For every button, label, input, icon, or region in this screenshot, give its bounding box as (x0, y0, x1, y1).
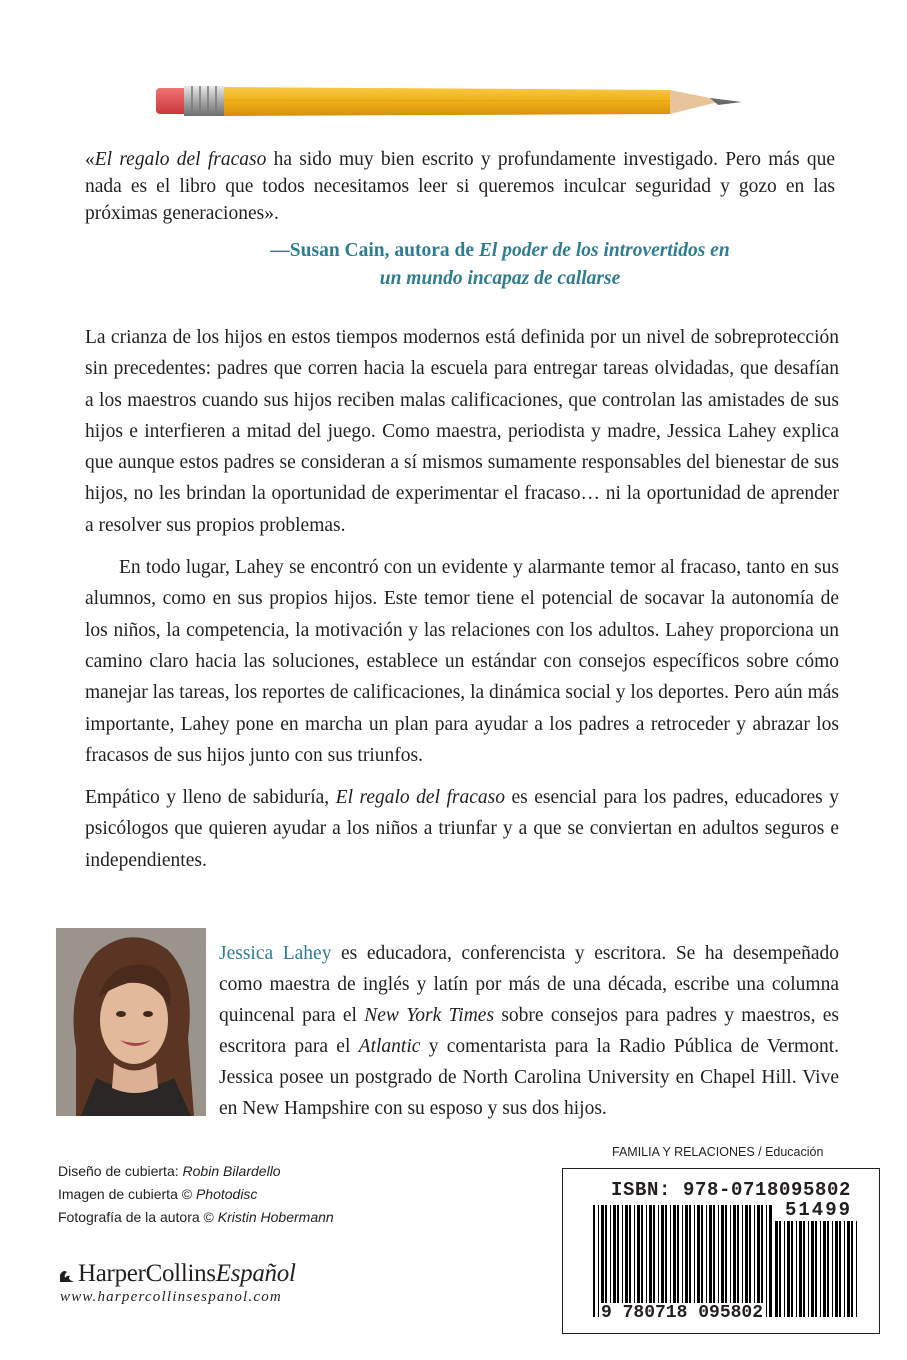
barcode-bar (733, 1205, 736, 1317)
barcode-bar (673, 1205, 676, 1317)
ean-digits: 9 780718 095802 (601, 1303, 764, 1323)
barcode-bar (637, 1205, 640, 1317)
barcode-bar (856, 1221, 857, 1317)
barcode-bar (742, 1205, 743, 1317)
author-photo (56, 928, 206, 1116)
barcode-bar (779, 1221, 781, 1317)
p3-book-title: El regalo del fracaso (335, 787, 505, 809)
author-name: Jessica Lahey (219, 943, 332, 964)
p3-after: es esencial para los padres, educadores y psicólogos que quieren ayudar a los niños a triunfar y a que se conviertan en adultos seguros e independientes. (85, 787, 839, 871)
image-label: Imagen de cubierta © (58, 1186, 196, 1202)
description-paragraph-2: En todo lugar, Lahey se encontró con un evidente y alarmante temor al fracaso, tanto en sus alumnos, como en sus propios hijos. Este temor tiene el potencial de socavar la autonomía de los niños, la competencia, la motivación y las relaciones con los adultos. Lahey proporciona un camino claro hacia las soluciones, establece un estándar con consejos específicos sobre cómo manejar las tareas, los reportes de calificaciones, la dinámica social y los deportes. Pero aún más importante, Lahey pone en marcha un plan para ayudar a los padres a retroceder y abrazar los fracasos de sus hijos junto con sus triunfos. (85, 557, 839, 766)
attribution-book-line2: un mundo incapaz de callarse (379, 268, 621, 289)
barcode-bar (689, 1205, 691, 1317)
barcode-bar (808, 1221, 809, 1317)
barcode-bar (749, 1205, 751, 1317)
publisher-name-italic: Español (215, 1260, 296, 1287)
barcode-bar (839, 1221, 841, 1317)
barcode-bar (629, 1205, 631, 1317)
barcode-bar (622, 1205, 623, 1317)
barcode-bar (713, 1205, 715, 1317)
barcode-bar (823, 1221, 826, 1317)
photo-credit (58, 1206, 334, 1229)
barcode-bar (851, 1221, 853, 1317)
book-category: FAMILIA Y RELACIONES / Educación (612, 1145, 824, 1159)
ean-barcode (593, 1205, 773, 1317)
barcode-bar (677, 1205, 679, 1317)
barcode-bar (613, 1205, 616, 1317)
barcode-bar (658, 1205, 659, 1317)
barcode-bar (593, 1205, 595, 1317)
quote-attribution (180, 237, 820, 293)
barcode-bar (649, 1205, 652, 1317)
barcode-bar (697, 1205, 700, 1317)
barcode-bar (737, 1205, 739, 1317)
barcode-bar (670, 1205, 671, 1317)
addon-barcode (775, 1221, 857, 1317)
author-bio (219, 938, 839, 1124)
barcode-bar (784, 1221, 785, 1317)
review-quote (85, 146, 835, 227)
p3-before: Empático y lleno de sabiduría, (85, 787, 336, 809)
bio-text-3: y comentarista para la Radio Pública de Vermont. Jessica posee un postgrado de North Carolina University en Chapel Hill. Vive en New Hampshire con su esposo y sus dos hijos. (219, 1036, 839, 1119)
barcode-bar (787, 1221, 790, 1317)
barcode-bar (653, 1205, 655, 1317)
description-paragraph-3 (85, 782, 839, 876)
barcode-bar (665, 1205, 667, 1317)
photo-label: Fotografía de la autora © (58, 1209, 218, 1225)
publisher-name: HarperCollins (78, 1260, 216, 1287)
barcode-bar (721, 1205, 724, 1317)
design-credit (58, 1160, 334, 1183)
barcode-bar (730, 1205, 731, 1317)
barcode-bar (847, 1221, 850, 1317)
barcode-bar (601, 1205, 604, 1317)
attribution-book-line1: El poder de los introvertidos en (478, 240, 730, 261)
book-description (85, 322, 839, 887)
design-label: Diseño de cubierta: (58, 1163, 183, 1179)
barcode-bar (641, 1205, 643, 1317)
barcode-bar (844, 1221, 845, 1317)
barcode-bar (820, 1221, 821, 1317)
publisher-website: www.harpercollinsespanol.com (60, 1289, 282, 1305)
isbn-label: ISBN: 978-0718095802 (611, 1179, 852, 1201)
barcode-bar (685, 1205, 688, 1317)
barcode-bar (754, 1205, 755, 1317)
bio-text-2: sobre consejos para padres y maestros, es escritora para el (219, 1005, 839, 1057)
barcode-bar (598, 1205, 599, 1317)
barcode-bar (775, 1221, 778, 1317)
quote-book-title: El regalo del fracaso (94, 149, 267, 170)
description-paragraph-1: La crianza de los hijos en estos tiempos modernos está definida por un nivel de sobreprotección sin precedentes: padres que corren hacia la escuela para entregar tareas olvidadas, que desafían a los maestros cuando sus hijos reciben malas calificaciones, que controlan las amistades de sus hijos e interfieren a mitad del juego. Como maestra, periodista y madre, Jessica Lahey explica que aunque estos padres se consideran a sí mismos sumamente responsables del bienestar de sus hijos, no les brindan la oportunidad de experimentar el fracaso… ni la oportunidad de aprender a resolver sus propios problemas. (85, 327, 839, 536)
quote-text: ha sido muy bien escrito y profundamente investigado. Pero más que nada es el libro que todos necesitamos leer si queremos inculcar seguridad y gozo en las próximas generaciones». (85, 149, 835, 224)
design-name: Robin Bilardello (182, 1163, 281, 1179)
cover-credits (58, 1160, 334, 1229)
barcode-bar (835, 1221, 838, 1317)
barcode-bar (634, 1205, 635, 1317)
bio-text-1: es educadora, conferencista y escritora. Se ha desempeñado como maestra de inglés y latín por más de una década, escribe una columna quincenal para el (219, 943, 840, 1026)
bio-nyt: New York Times (364, 1005, 495, 1026)
barcode-bar (766, 1205, 767, 1317)
barcode-bar (745, 1205, 748, 1317)
image-name: Photodisc (195, 1186, 258, 1202)
barcode-bar (757, 1205, 760, 1317)
barcode-bar (625, 1205, 628, 1317)
barcode-bar (610, 1205, 611, 1317)
barcode-bar (661, 1205, 664, 1317)
barcode-bar (701, 1205, 703, 1317)
barcode-bar (694, 1205, 695, 1317)
barcode-bar (682, 1205, 683, 1317)
barcode-addon-digits: 51499 (785, 1199, 853, 1221)
barcode-bar (646, 1205, 647, 1317)
barcode-bar (761, 1205, 763, 1317)
barcode-bar (799, 1221, 802, 1317)
barcode-bar (605, 1205, 607, 1317)
pencil-illustration (150, 78, 750, 128)
barcode-bar (709, 1205, 712, 1317)
barcode-bar (706, 1205, 707, 1317)
barcode-bar (827, 1221, 829, 1317)
image-credit (58, 1183, 334, 1206)
quote-open-mark: « (85, 149, 95, 170)
bio-atlantic: Atlantic (358, 1036, 421, 1057)
barcode-box (562, 1168, 880, 1334)
photo-name: Kristin Hobermann (217, 1209, 334, 1225)
barcode-bar (617, 1205, 619, 1317)
barcode-bar (811, 1221, 814, 1317)
barcode-bar (718, 1205, 719, 1317)
barcode-bar (791, 1221, 793, 1317)
barcode-bar (815, 1221, 817, 1317)
attribution-prefix: —Susan Cain, autora de (270, 240, 479, 261)
barcode-bar (803, 1221, 805, 1317)
barcode-bar (725, 1205, 727, 1317)
harper-fire-water-icon (58, 1266, 76, 1284)
barcode-bar (769, 1205, 772, 1317)
publisher-logo (58, 1260, 296, 1288)
barcode-bar (832, 1221, 833, 1317)
barcode-bar (796, 1221, 797, 1317)
